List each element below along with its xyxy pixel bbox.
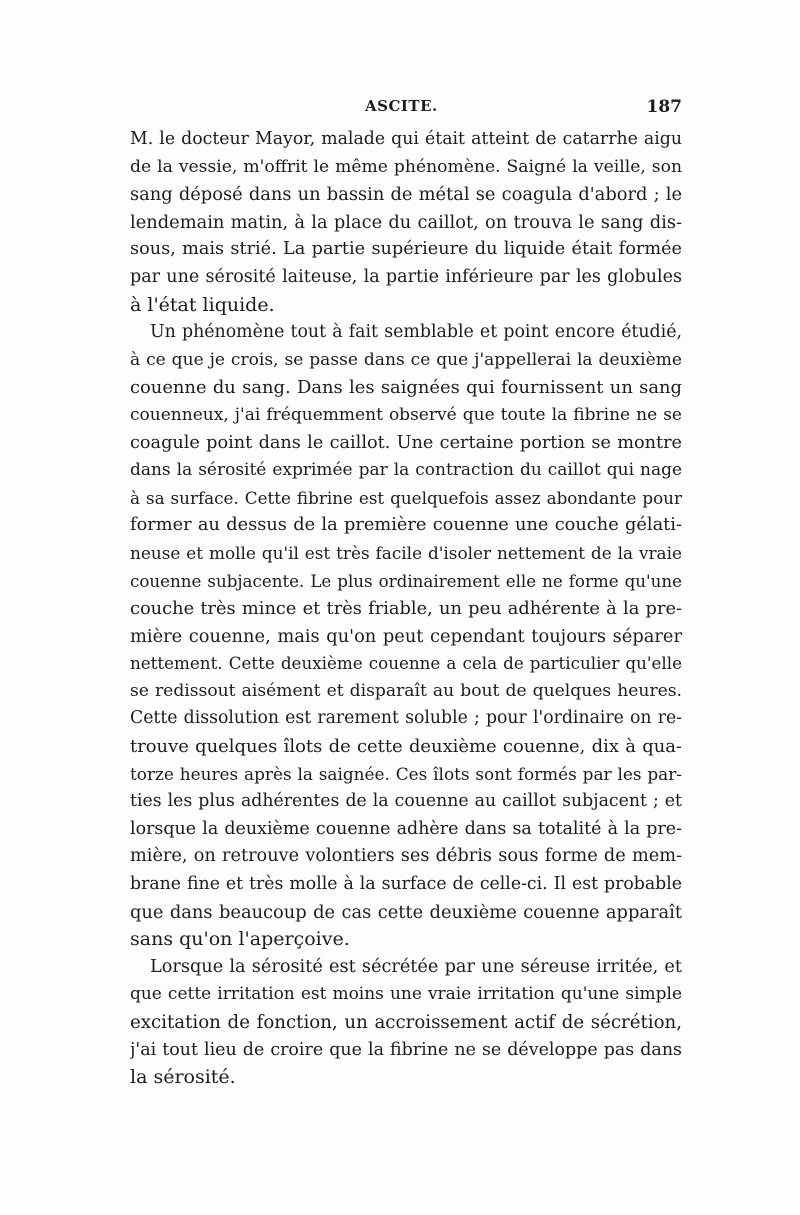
text-line: j'ai tout lieu de croire que la fibrine ne se développe pas dans — [130, 1039, 682, 1060]
text-line: mière, on retrouve volontiers ses débris sous forme de mem- — [130, 846, 682, 867]
text-line: dans la sérosité exprimée par la contraction du caillot qui nage — [130, 460, 682, 481]
text-line: se redissout aisément et disparaît au bout de quelques heures. — [130, 680, 682, 701]
text-line: que cette irritation est moins une vraie irritation qu'une simple — [130, 984, 682, 1005]
text-line: excitation de fonction, un accroissement actif de sécrétion, — [130, 1012, 682, 1033]
text-line: lorsque la deuxième couenne adhère dans sa totalité à la pre- — [130, 818, 682, 839]
text-line: par une sérosité laiteuse, la partie inférieure par les globules — [130, 266, 682, 287]
text-line: que dans beaucoup de cas cette deuxième couenne apparaît — [130, 901, 682, 923]
body-text — [130, 126, 682, 1092]
running-head — [130, 97, 682, 121]
running-title: ASCITE. — [365, 97, 438, 115]
text-line: trouve quelques îlots de cette deuxième couenne, dix à qua- — [130, 736, 682, 758]
text-line: couche très mince et très friable, un peu adhérente à la pre- — [130, 598, 682, 620]
text-line: brane fine et très molle à la surface de celle-ci. Il est probable — [130, 874, 682, 895]
text-line: à ce que je crois, se passe dans ce que j'appellerai la deuxième — [130, 349, 682, 370]
text-line: ties les plus adhérentes de la couenne au caillot subjacent ; et — [130, 791, 682, 812]
text-line: Cette dissolution est rarement soluble ; pour l'ordinaire on re- — [130, 708, 682, 729]
text-line: la sérosité. — [130, 1066, 236, 1089]
text-line: sous, mais strié. La partie supérieure du liquide était formée — [130, 239, 682, 260]
text-line: couenne du sang. Dans les saignées qui fournissent un sang — [130, 377, 682, 399]
text-line: former au dessus de la première couenne une couche gélati- — [130, 515, 682, 536]
text-line: nettement. Cette deuxième couenne a cela de particulier qu'elle — [130, 653, 682, 674]
text-line: Un phénomène tout à fait semblable et point encore étudié, — [150, 322, 682, 343]
text-line: torze heures après la saignée. Ces îlots sont formés par les par- — [130, 763, 682, 784]
text-line: lendemain matin, à la place du caillot, on trouva le sang dis- — [130, 211, 682, 233]
text-line: de la vessie, m'offrit le même phénomène. Saigné la veille, son — [130, 156, 682, 177]
text-line: mière couenne, mais qu'on peut cependant toujours séparer — [130, 625, 682, 647]
text-line: à l'état liquide. — [130, 293, 275, 316]
text-line: sans qu'on l'aperçoive. — [130, 928, 350, 951]
text-line: coagule point dans le caillot. Une certaine portion se montre — [130, 432, 682, 453]
text-line: couenne subjacente. Le plus ordinairement elle ne forme qu'une — [130, 571, 682, 591]
text-line: M. le docteur Mayor, malade qui était atteint de catarrhe aigu — [130, 129, 682, 149]
text-line: couenneux, j'ai fréquemment observé que toute la fibrine ne se — [130, 404, 682, 425]
text-line: à sa surface. Cette fibrine est quelquefois assez abondante pour — [130, 487, 682, 508]
text-line: sang déposé dans un bassin de métal se coagula d'abord ; le — [130, 184, 682, 206]
text-line: Lorsque la sérosité est sécrétée par une séreuse irritée, et — [150, 956, 682, 977]
text-line: neuse et molle qu'il est très facile d'isoler nettement de la vraie — [130, 542, 682, 563]
page-number: 187 — [646, 97, 682, 117]
